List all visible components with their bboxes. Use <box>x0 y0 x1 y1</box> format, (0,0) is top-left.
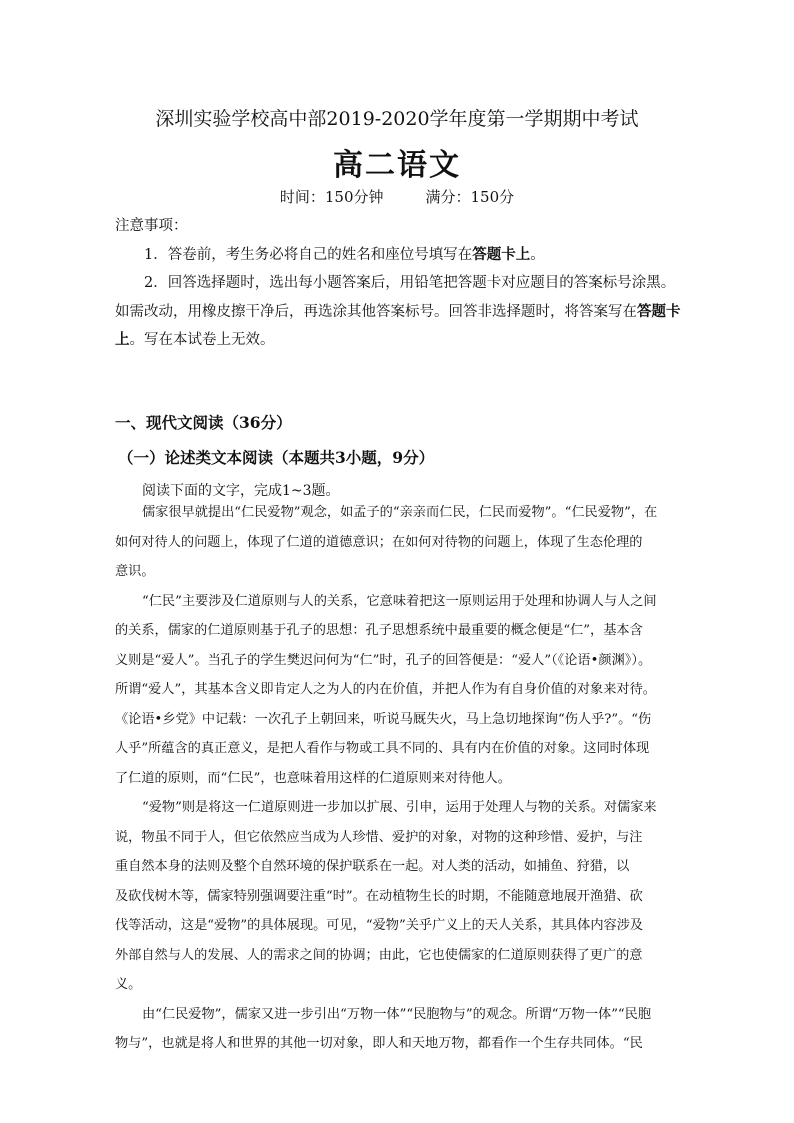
passage-line: 重自然本身的法则及整个自然环境的保护联系在一起。对人类的活动，如捕鱼、狩猎，以 <box>115 859 630 874</box>
passage-line: 由“仁民爱物”，儒家又进一步引出“万物一体”“民胞物与”的观念。所谓“万物一体”“民胞 <box>142 1006 652 1022</box>
passage-line: 物与”，也就是将人和世界的其他一切对象，即人和天地万物，都看作一个生存共同体。“民 <box>115 1036 643 1051</box>
subject-title: 高二语文 <box>333 148 461 183</box>
passage-line: 意识。 <box>115 564 155 579</box>
notes-item-2: 2．回答选择题时，选出每小题答案后，用铅笔把答题卡对应题目的答案标号涂黑。如需改动，用橡皮擦干净后，再选涂其他答案标号。回答非选择题时，将答案写在答题卡上。写在本试卷上无效。 <box>115 275 681 348</box>
exam-time: 时间：150分钟 <box>279 188 384 206</box>
exam-full-score: 满分：150分 <box>425 188 515 206</box>
school-exam-title: 深圳实验学校高中部2019-2020学年度第一学期期中考试 <box>155 108 639 130</box>
notes-heading: 注意事项： <box>115 218 188 234</box>
passage-line: 义则是“爱人”。当孔子的学生樊迟问何为“仁”时，孔子的回答便是：“爱人”（《论语•颜渊》）。 <box>115 652 652 668</box>
passage-line: 《论语•乡党》中记载：一次孔子上朝回来，听说马厩失火，马上急切地探询“伤人乎?”。“伤 <box>115 711 652 727</box>
passage-line: 的关系，儒家的仁道原则基于孔子的思想：孔子思想系统中最重要的概念便是“仁”，基本含 <box>115 623 643 638</box>
section-title: 一、现代文阅读（36分） <box>115 413 292 432</box>
passage-line: “仁民”主要涉及仁道原则与人的关系，它意味着把这一原则运用于处理和协调人与人之间 <box>142 593 657 609</box>
notes-item-1: 1．答卷前，考生务必将自己的姓名和座位号填写在答题卡上。 <box>144 245 545 263</box>
passage-line: 及砍伐树木等，儒家特别强调要注重“时”。在动植物生长的时期，不能随意地展开渔猎、砍 <box>115 888 643 904</box>
passage-line: 伐等活动，这是“爱物”的具体展现。可见，“爱物”关乎广义上的天人关系，其具体内容涉及 <box>115 918 644 933</box>
reading-instruction: 阅读下面的文字，完成1~3题。 <box>142 483 340 499</box>
passage-line: 儒家很早就提出“仁民爱物”观念，如孟子的“亲亲而仁民，仁民而爱物”。“仁民爱物”，在 <box>142 505 658 520</box>
passage-line: 人乎”所蕴含的真正意义，是把人看作与物或工具不同的、具有内在价值的对象。这同时体现 <box>115 741 650 756</box>
passage-line: 义。 <box>115 977 142 992</box>
exam-time-score <box>0 186 794 207</box>
subsection-title: （一）论述类文本阅读（本题共3小题，9分） <box>118 448 435 467</box>
passage-line: 说，物虽不同于人，但它依然应当成为人珍惜、爱护的对象，对物的这种珍惜、爱护，与注 <box>115 829 643 845</box>
passage-line: 所谓“爱人”，其基本含义即肯定人之为人的内在价值，并把人作为有自身价值的对象来对待。 <box>115 682 656 697</box>
notes-section <box>115 212 685 355</box>
passage-text <box>115 498 687 1059</box>
passage-line: 外部自然与人的发展、人的需求之间的协调；由此，它也使儒家的仁道原则获得了更广的意 <box>115 947 643 963</box>
passage-line: “爱物”则是将这一仁道原则进一步加以扩展、引申，运用于处理人与物的关系。对儒家来 <box>142 800 657 815</box>
passage-line: 了仁道的原则，而“仁民”，也意味着用这样的仁道原则来对待他人。 <box>115 770 511 786</box>
passage-line: 如何对待人的问题上，体现了仁道的道德意识；在如何对待物的问题上，体现了生态伦理的 <box>115 534 643 550</box>
